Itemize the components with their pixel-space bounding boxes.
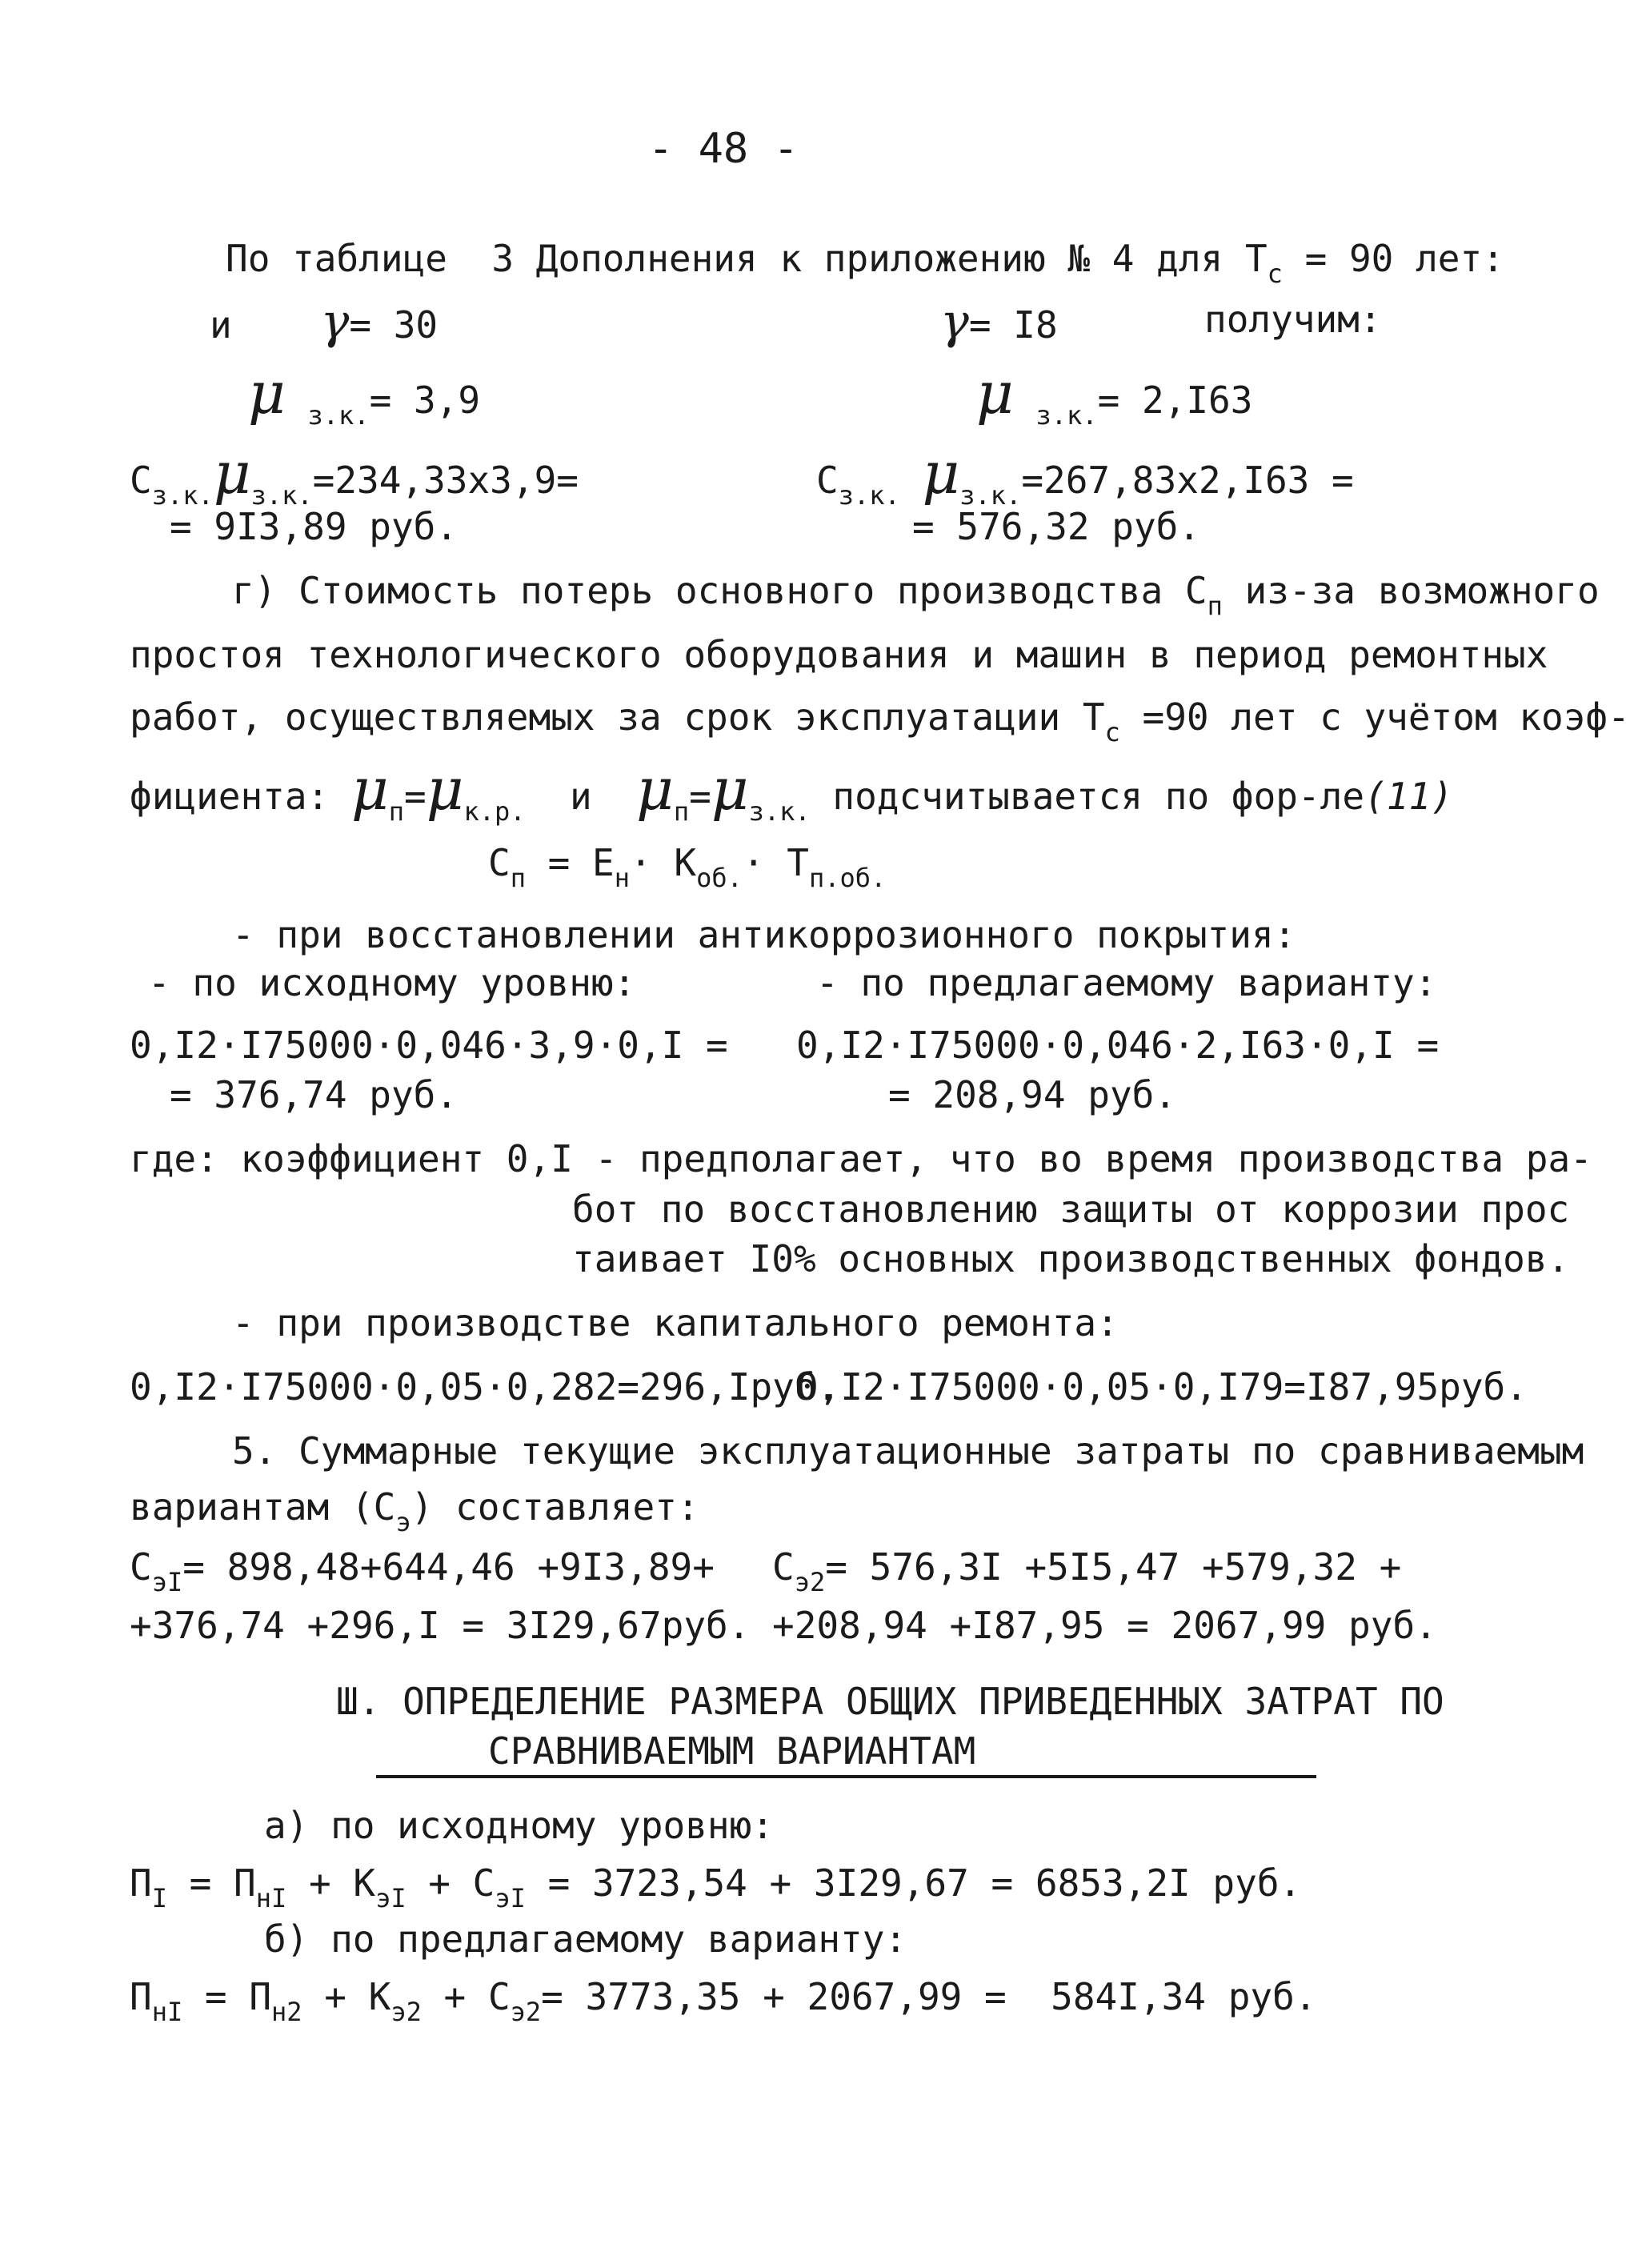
restoration-heading: - при восстановлении антикоррозионного покрытия: xyxy=(232,913,1296,956)
cost-calc-right: $C_{з.к.}$ $\mu_{з.к.}=267,83x2,I63$ = xyxy=(816,439,1354,511)
formula-cp: $C_п = E_н\cdot K_{об.}\cdot T_{п.об.}$ xyxy=(488,841,887,893)
variant-b-label: б) по предлагаемому варианту: xyxy=(264,1917,907,1961)
capital-repair-right: 0,I2·I75000·0,05·0,I79=I87,95руб. xyxy=(796,1365,1528,1408)
gamma-left: и γ= 30 xyxy=(210,294,439,350)
page-number: - 48 - xyxy=(648,125,799,173)
cost-result-left: = 9I3,89 руб. xyxy=(170,505,459,548)
note-line1: где: коэффициент 0,I - предполагает, что во время производства ра- xyxy=(130,1137,1592,1180)
section5-left-line2: +376,74 +296,I = 3I29,67руб. xyxy=(130,1604,751,1647)
restoration-left-expr: 0,I2·I75000·0,046·3,9·0,I = xyxy=(130,1024,728,1067)
section5-line2: вариантам $(C_э)$ составляет: xyxy=(130,1485,699,1537)
gamma-symbol: γ xyxy=(320,294,350,350)
restoration-right-title: - по предлагаемому варианту: xyxy=(816,961,1437,1004)
variant-b-formula: $П_{нI} = П_{н2} + K_{э2} + C_{э2}= 3773,35 + 2067,99 = 584I,34$ руб. xyxy=(130,1975,1317,2027)
mu-symbol: μ xyxy=(922,439,960,507)
note-line2: бот по восстановлению защиты от коррозии прос xyxy=(572,1188,1570,1231)
section-g-line4: фициента: $\mu_п=\mu_{к.р.}$ и $\mu_п=\mu_{з.к.}$ подсчитывается по фор-ле(11) xyxy=(130,755,1453,827)
variant-a-label: а) по исходному уровню: xyxy=(264,1804,774,1847)
capital-repair-left: 0,I2·I75000·0,05·0,282=296,Iруб. xyxy=(130,1365,839,1408)
section-g-line3: работ, осуществляемых за срок эксплуатации $T_c =90$ лет с учётом коэф- xyxy=(130,695,1630,747)
cost-calc-left: $C_{з.к.}\mu_{з.к.}=234,33x3,9=$ xyxy=(130,439,579,511)
section-g-line1: г) Стоимость потерь основного производства $C_п$ из-за возможного xyxy=(232,569,1600,621)
restoration-right-result: = 208,94 руб. xyxy=(888,1073,1177,1116)
intro-line: По таблице 3 Дополнения к приложению № 4 для $T_c = 90$ лет: xyxy=(226,237,1504,289)
heading-underline xyxy=(376,1775,1316,1778)
mu-symbol: μ xyxy=(350,755,389,823)
gamma-symbol: γ xyxy=(940,294,969,350)
capital-repair-heading: - при производстве капитального ремонта: xyxy=(232,1301,1119,1344)
mu-symbol: μ xyxy=(636,755,674,823)
mu-symbol: μ xyxy=(976,359,1014,427)
mu-symbol: μ xyxy=(426,755,464,823)
mu-right: μ $_{з.к.}$= 2,I63 xyxy=(976,359,1253,431)
mu-symbol: μ xyxy=(711,755,749,823)
section3-heading1: Ш. ОПРЕДЕЛЕНИЕ РАЗМЕРА ОБЩИХ ПРИВЕДЕННЫХ ЗАТРАТ ПО xyxy=(336,1680,1444,1723)
section5-right-line2: +208,94 +I87,95 = 2067,99 руб. xyxy=(772,1604,1437,1647)
section5-left-line1: $C_{эI}= 898,48+644,46 +9I3,89+$ xyxy=(130,1545,715,1597)
section5-right-line1: $C_{э2}= 576,3I +5I5,47 +579,32$ + xyxy=(772,1545,1402,1597)
obtain-label: получим: xyxy=(1204,298,1382,341)
restoration-left-title: - по исходному уровню: xyxy=(148,961,636,1004)
cost-result-right: = 576,32 руб. xyxy=(912,505,1201,548)
restoration-right-expr: 0,I2·I75000·0,046·2,I63·0,I = xyxy=(796,1024,1440,1067)
mu-symbol: μ xyxy=(213,439,251,507)
mu-left: μ $_{з.к.}$= 3,9 xyxy=(248,359,481,431)
variant-a-formula: $П_I = П_{нI} + K_{эI} + C_{эI} = 3723,54 + 3I29,67 = 6853,2I$ руб. xyxy=(130,1861,1302,1913)
section5-line1: 5. Суммарные текущие эксплуатационные затраты по сравниваемым xyxy=(232,1429,1584,1473)
note-line3: таивает I0% основных производственных фондов. xyxy=(572,1237,1570,1280)
mu-symbol: μ xyxy=(248,359,286,427)
section3-heading2: СРАВНИВАЕМЫМ ВАРИАНТАМ xyxy=(488,1729,976,1773)
section-g-line2: простоя технологического оборудования и машин в период ремонтных xyxy=(130,633,1548,676)
restoration-left-result: = 376,74 руб. xyxy=(170,1073,459,1116)
gamma-right: γ= I8 xyxy=(940,294,1058,350)
